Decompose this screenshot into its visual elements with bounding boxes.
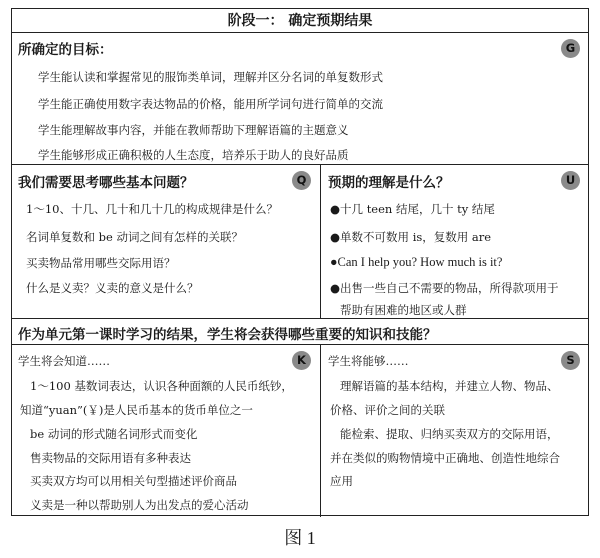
understandings-title: 预期的理解是什么？ <box>328 175 450 191</box>
knowledge-skills-header <box>12 319 588 345</box>
questions-badge-icon: Q <box>292 171 311 190</box>
questions-title: 我们需要思考哪些基本问题？ <box>18 175 194 191</box>
question-line-3: 买卖物品常用哪些交际用语？ <box>26 256 176 270</box>
knowledge-line-5: 买卖双方均可以用相关句型描述评价商品 <box>30 474 237 488</box>
knowledge-skills-section <box>12 345 588 517</box>
question-line-1: 1～10、十几、几十和几十几的构成规律是什么？ <box>26 202 278 216</box>
understanding-line-4: ●出售一些自己不需要的物品，所得款项用于 <box>330 281 559 295</box>
stage-header <box>12 9 588 33</box>
column-divider <box>320 165 321 318</box>
figure-caption: 图 1 <box>284 528 316 548</box>
knowledge-line-2: 知道“yuan”(￥)是人民币基本的货币单位之一 <box>20 403 253 417</box>
goals-title: 所确定的目标： <box>18 42 113 58</box>
understanding-line-3: ●Can I help you? How much is it? <box>330 255 503 269</box>
skills-subtitle: 学生将能够…… <box>328 354 409 368</box>
ubd-planning-table <box>11 8 589 516</box>
knowledge-skills-title: 作为单元第一课时学习的结果，学生将会获得哪些重要的知识和技能？ <box>18 327 437 343</box>
skill-line-5: 应用 <box>330 474 353 488</box>
understanding-line-1: ●十几 teen 结尾，几十 ty 结尾 <box>330 202 495 216</box>
understandings-badge-icon: U <box>561 171 580 190</box>
skill-line-3: 能检索、提取、归纳买卖双方的交际用语， <box>340 427 559 441</box>
knowledge-subtitle: 学生将会知道…… <box>18 354 110 368</box>
goal-line-4: 学生能够形成正确积极的人生态度，培养乐于助人的良好品质 <box>38 148 349 162</box>
knowledge-line-3: be 动词的形式随名词形式而变化 <box>30 427 198 441</box>
skill-line-2: 价格、评价之间的关联 <box>330 403 445 417</box>
stage-title: 阶段一： 确定预期结果 <box>227 13 373 29</box>
knowledge-line-4: 售卖物品的交际用语有多种表达 <box>30 451 191 465</box>
knowledge-line-6: 义卖是一种以帮助别人为出发点的爱心活动 <box>30 498 249 512</box>
understanding-line-2: ●单数不可数用 is，复数用 are <box>330 230 492 244</box>
skill-line-4: 并在类似的购物情境中正确地、创造性地综合 <box>330 451 560 465</box>
goal-line-2: 学生能正确使用数字表达物品的价格，能用所学词句进行简单的交流 <box>38 97 383 111</box>
skills-badge-icon: S <box>561 351 580 370</box>
question-line-2: 名词单复数和 be 动词之间有怎样的关联？ <box>26 230 243 244</box>
question-line-4: 什么是义卖？义卖的意义是什么？ <box>26 281 199 295</box>
understanding-line-5: 帮助有困难的地区或人群 <box>340 303 467 317</box>
goals-section <box>12 33 588 165</box>
questions-understandings-section <box>12 165 588 319</box>
knowledge-line-1: 1～100 基数词表达，认识各种面额的人民币纸钞， <box>30 379 293 393</box>
knowledge-badge-icon: K <box>292 351 311 370</box>
skill-line-1: 理解语篇的基本结构，并建立人物、物品、 <box>340 379 559 393</box>
goal-line-1: 学生能认读和掌握常见的服饰类单词，理解并区分名词的单复数形式 <box>38 70 383 84</box>
goals-badge-icon: G <box>561 39 580 58</box>
goal-line-3: 学生能理解故事内容，并能在教师帮助下理解语篇的主题意义 <box>38 123 349 137</box>
column-divider <box>320 345 321 517</box>
